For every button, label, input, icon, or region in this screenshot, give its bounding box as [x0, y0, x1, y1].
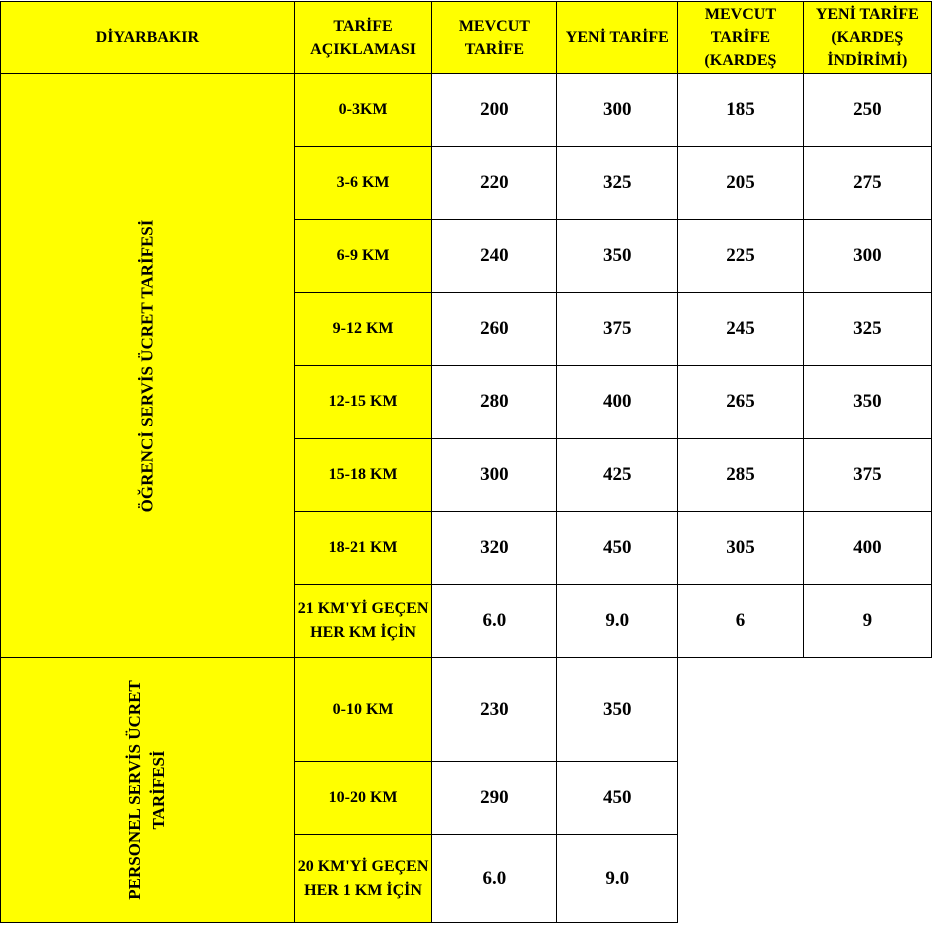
new-cell: 9.0 — [557, 835, 678, 923]
current-sibling-cell: 265 — [678, 366, 803, 439]
header-description: TARİFE AÇIKLAMASI — [294, 2, 432, 74]
tariff-table-wrapper — [0, 1, 932, 923]
range-cell: 12-15 KM — [294, 366, 432, 439]
header-current-tariff: MEVCUT TARİFE — [432, 2, 557, 74]
range-cell: 18-21 KM — [294, 512, 432, 585]
range-cell: 0-10 KM — [294, 658, 432, 762]
new-cell: 375 — [557, 293, 678, 366]
range-cell: 0-3KM — [294, 74, 432, 147]
range-cell: 21 KM'Yİ GEÇEN HER KM İÇİN — [294, 585, 432, 658]
tariff-table — [0, 1, 932, 923]
new-cell: 300 — [557, 74, 678, 147]
current-cell: 320 — [432, 512, 557, 585]
current-cell: 6.0 — [432, 585, 557, 658]
new-cell: 350 — [557, 220, 678, 293]
new-cell: 425 — [557, 439, 678, 512]
student-section-label — [1, 74, 295, 658]
student-section-label-text: ÖĞRENCİ SERVİS ÜCRET TARİFESİ — [137, 219, 157, 512]
current-sibling-cell: 185 — [678, 74, 803, 147]
current-cell: 240 — [432, 220, 557, 293]
current-sibling-cell: 285 — [678, 439, 803, 512]
range-cell: 6-9 KM — [294, 220, 432, 293]
header-city: DİYARBAKIR — [1, 2, 295, 74]
new-sibling-cell: 350 — [803, 366, 931, 439]
new-sibling-cell: 275 — [803, 147, 931, 220]
current-cell: 280 — [432, 366, 557, 439]
new-sibling-cell: 375 — [803, 439, 931, 512]
new-cell: 450 — [557, 762, 678, 835]
new-sibling-cell: 250 — [803, 74, 931, 147]
current-sibling-cell: 6 — [678, 585, 803, 658]
current-sibling-cell: 205 — [678, 147, 803, 220]
current-sibling-cell: 305 — [678, 512, 803, 585]
current-sibling-cell: 225 — [678, 220, 803, 293]
header-current-sibling: MEVCUT TARİFE (KARDEŞ — [678, 2, 803, 74]
current-cell: 260 — [432, 293, 557, 366]
new-cell: 400 — [557, 366, 678, 439]
table-row — [1, 658, 932, 762]
new-sibling-cell: 300 — [803, 220, 931, 293]
personnel-section-label — [1, 658, 295, 923]
current-cell: 290 — [432, 762, 557, 835]
current-sibling-cell: 245 — [678, 293, 803, 366]
table-row — [1, 74, 932, 147]
new-cell: 325 — [557, 147, 678, 220]
header-new-sibling: YENİ TARİFE (KARDEŞ İNDİRİMİ) — [803, 2, 931, 74]
personnel-section-label-text: PERSONEL SERVİS ÜCRET TARİFESİ — [125, 680, 169, 900]
new-sibling-cell: 325 — [803, 293, 931, 366]
new-cell: 450 — [557, 512, 678, 585]
current-cell: 230 — [432, 658, 557, 762]
range-cell: 9-12 KM — [294, 293, 432, 366]
range-cell: 15-18 KM — [294, 439, 432, 512]
range-cell: 3-6 KM — [294, 147, 432, 220]
header-row — [1, 2, 932, 74]
new-sibling-cell: 9 — [803, 585, 931, 658]
current-cell: 6.0 — [432, 835, 557, 923]
current-cell: 200 — [432, 74, 557, 147]
range-cell: 20 KM'Yİ GEÇEN HER 1 KM İÇİN — [294, 835, 432, 923]
new-cell: 350 — [557, 658, 678, 762]
current-cell: 220 — [432, 147, 557, 220]
new-cell: 9.0 — [557, 585, 678, 658]
current-cell: 300 — [432, 439, 557, 512]
range-cell: 10-20 KM — [294, 762, 432, 835]
empty-area — [678, 658, 932, 923]
new-sibling-cell: 400 — [803, 512, 931, 585]
header-new-tariff: YENİ TARİFE — [557, 2, 678, 74]
